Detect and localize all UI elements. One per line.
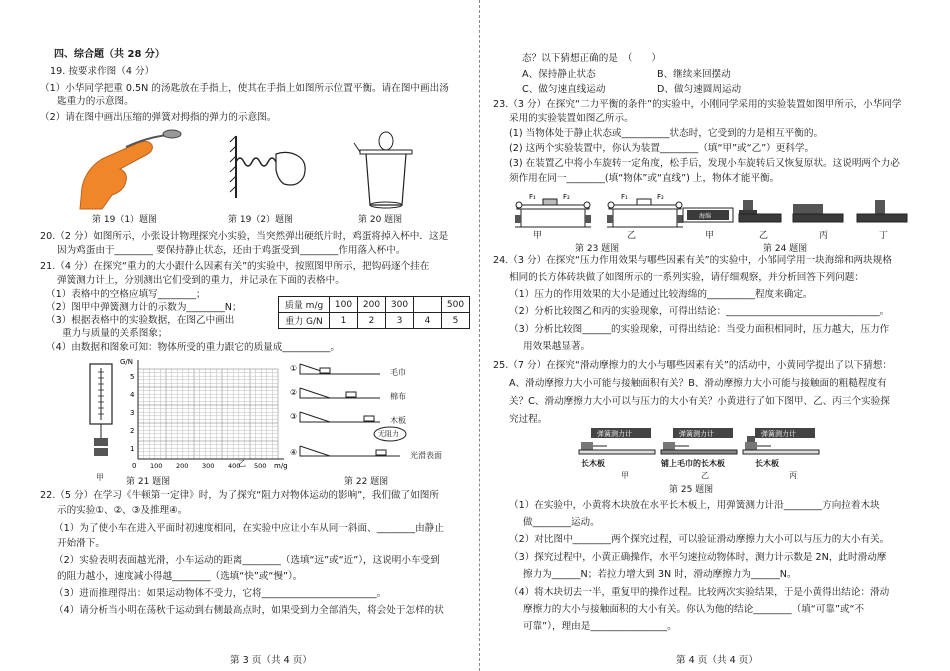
label-yi: 乙 xyxy=(701,471,709,480)
table-cell: 200 xyxy=(358,297,386,313)
x-tick: 100 xyxy=(150,462,163,470)
card xyxy=(360,150,412,154)
svg-text:③: ③ xyxy=(290,412,298,421)
y-tick: 3 xyxy=(130,409,135,417)
page-4 xyxy=(493,0,920,671)
table-cell: 1 xyxy=(330,313,358,329)
label-jia: 甲 xyxy=(533,231,543,241)
q21-line: （1）表格中的空格应填写________； xyxy=(46,289,206,300)
svg-text:F₁: F₁ xyxy=(529,193,536,201)
page-3 xyxy=(40,0,475,671)
svg-text:海绵: 海绵 xyxy=(699,213,712,220)
hand-spoon-figure xyxy=(68,129,188,211)
q25-line: 可靠”），理由是________________。 xyxy=(523,621,677,632)
ramp-3 xyxy=(290,412,380,422)
x-tick: 300 xyxy=(202,462,215,470)
svg-text:②: ② xyxy=(290,388,298,397)
option-d: D、做匀速圆周运动 xyxy=(657,84,742,95)
label-ding: 丁 xyxy=(879,231,889,241)
ramp-2 xyxy=(290,388,380,398)
apparatus-jia xyxy=(515,193,591,227)
label-jia: 甲 xyxy=(705,231,715,241)
q22-line: 开始滑下。 xyxy=(57,538,105,549)
label-jia: 甲 xyxy=(96,473,104,482)
svg-text:F₁: F₁ xyxy=(621,193,628,201)
q23-line: (1) 当物体处于静止状态或__________状态时，它受到的力是相互平衡的。 xyxy=(509,128,824,139)
q21-line: （4）由数据和图象可知：物体所受的重力跟它的质量成__________。 xyxy=(46,342,340,353)
y-axis-label: G/N xyxy=(120,358,134,366)
q23-line: (2) 这两个实验装置中，你认为装置________（填“甲”或“乙”）更科学。 xyxy=(509,143,815,154)
fig-caption: 第 24 题图 xyxy=(763,244,808,254)
q21-line: （2）图甲中弹簧测力计的示数为________N； xyxy=(46,302,242,313)
svg-text:④: ④ xyxy=(290,448,298,457)
q25-line: 擦力为______N；若拉力增大到 3N 时，滑动摩擦力为______N。 xyxy=(523,569,797,580)
label-jia: 甲 xyxy=(621,471,629,480)
sponge-yi xyxy=(739,200,781,222)
q22-line: 示的实验①、②、③及推理④。 xyxy=(57,505,188,516)
q21-line: 弹簧测力计上，分别测出它们受到的重力，并记录在下面的表格中。 xyxy=(57,275,345,286)
origin-label: 0 xyxy=(132,462,137,470)
board-label: 铺上毛巾的长木板 xyxy=(661,459,725,468)
q25-line: （4）将木块切去一半，重复甲的操作过程。比较两次实验结果，于是小黄得出结论：滑动 xyxy=(509,587,890,598)
fig-caption: 第 20 题图 xyxy=(358,215,403,225)
svg-text:弹簧测力计: 弹簧测力计 xyxy=(761,430,796,438)
q22-line: （1）为了使小车在进入平面时初速度相同，在实验中应让小车从同一斜面、________由静止 xyxy=(54,523,444,534)
q19-line: （1）小华同学把重 0.5N 的汤匙放在手指上，使其在手指上如图所示位置平衡。请在图中画出汤 xyxy=(40,83,449,94)
q25-line: A、滑动摩擦力大小可能与接触面积有关？B、滑动摩擦力大小可能与接触面的粗糙程度有 xyxy=(509,378,887,389)
q19-line: 匙重力的示意图。 xyxy=(57,96,134,107)
x-tick: 500 xyxy=(254,462,267,470)
q23-line: 采用的实验装置如图乙所示。 xyxy=(509,113,634,124)
apparatus-yi xyxy=(607,193,683,227)
label-bing: 丙 xyxy=(789,471,797,480)
fig-caption: 第 25 题图 xyxy=(669,485,714,495)
option-c: C、做匀速直线运动 xyxy=(522,84,606,95)
ramp-1 xyxy=(290,364,380,374)
q23-line: (3) 在装置乙中将小车旋转一定角度，松手后，发现小车旋转后又恢复原状。这说明两个力必 xyxy=(509,158,900,169)
q22-line: 22.（5 分）在学习《牛顿第一定律》时，为了探究“阻力对物体运动的影响”，我们做了如图所 xyxy=(40,490,439,501)
egg-icon xyxy=(379,132,393,150)
q25-line: 25.（7 分）在探究“滑动摩擦力的大小与哪些因素有关”的活动中，小黄同学提出了以下猜想： xyxy=(493,360,892,371)
q24-line: 用效果越显著。 xyxy=(523,341,591,352)
table-header: 质量 m/g xyxy=(279,297,330,313)
surface-label: 光滑表面 xyxy=(410,451,442,460)
fig-caption: 第 21 题图 xyxy=(126,477,171,487)
fig-caption: 第 19（2）题图 xyxy=(228,215,294,225)
q25-line: （1）在实验中，小黄将木块放在水平长木板上，用弹簧测力计沿________方向拉着木块 xyxy=(509,500,880,511)
thumb-icon xyxy=(276,152,305,185)
q22-line: （2）实验表明表面越光滑，小车运动的距离________（选填“远”或“近”），这说明小车受到 xyxy=(54,555,440,566)
q21-line: 21.（4 分）在探究“重力的大小跟什么因素有关”的实验中，按照图甲所示，把钩码逐个挂在 xyxy=(40,261,430,272)
q22-line: 的阻力越小，速度减小得越________（选填“快”或“慢”）。 xyxy=(57,571,303,582)
table-cell: 3 xyxy=(386,313,414,329)
q22-line: （3）进而推理得出：如果运动物体不受力，它将________________________。 xyxy=(54,588,387,599)
sponge-figure xyxy=(681,200,919,230)
q24-line: 相同的长方体砖块做了如图所示的一系列实验，请仔细观察，并分析回答下列问题： xyxy=(509,272,864,283)
q21-line: 重力与质量的关系图象； xyxy=(62,328,168,339)
q25-line: 摩擦力的大小与接触面积的大小有关。你认为他的结论________（填“可靠”或“不 xyxy=(523,604,865,615)
y-tick: 4 xyxy=(130,391,135,399)
board-label: 长木板 xyxy=(755,459,779,468)
sponge-bing xyxy=(793,204,843,222)
q24-line: 24.（3 分）在探究“压力作用效果与哪些因素有关”的实验中，小邹同学用一块海绵和两块规格 xyxy=(493,255,892,266)
x-tick: 400 xyxy=(228,462,241,470)
svg-text:弹簧测力计: 弹簧测力计 xyxy=(597,430,632,438)
table-header: 重力 G/N xyxy=(279,313,330,329)
q24-line: （3）分析比较图______的实验现象，可得出结论：当受力面积相同时，压力越大，压力作 xyxy=(509,324,890,335)
q20-line: 20.（2 分）如图所示，小张设计物理探究小实验，当突然弹出硬纸片时，鸡蛋将掉入杯中．这是 xyxy=(40,231,449,242)
friction-yi xyxy=(661,428,737,454)
q22-cont-line: 态？以下猜想正确的是 （ ） xyxy=(522,53,662,64)
cup-icon xyxy=(366,154,406,205)
table-cell: 2 xyxy=(358,313,386,329)
surface-label: 棉布 xyxy=(390,392,406,401)
gravity-table xyxy=(278,296,470,329)
label-yi: 乙 xyxy=(759,231,769,241)
label-yi: 乙 xyxy=(238,459,246,468)
spring-icon xyxy=(236,158,276,166)
table-cell: 4 xyxy=(414,313,442,329)
fig-caption: 第 22 题图 xyxy=(344,477,389,487)
sponge-jia xyxy=(683,208,733,222)
table-cell: 100 xyxy=(330,297,358,313)
q25-line: 关？C、滑动摩擦力大小可以与压力的大小有关？小黄进行了如下图甲、乙、丙三个实验探 xyxy=(509,396,890,407)
label-bing: 丙 xyxy=(819,231,829,241)
table-cell: 300 xyxy=(386,297,414,313)
surface-label: 毛巾 xyxy=(390,368,406,377)
svg-text:F₂: F₂ xyxy=(563,193,570,201)
q25-line: 究过程。 xyxy=(509,414,548,425)
option-b: B、继续来回摆动 xyxy=(657,69,731,80)
fig-caption: 第 19（1）题图 xyxy=(92,215,158,225)
table-cell: 500 xyxy=(442,297,470,313)
svg-text:①: ① xyxy=(290,364,298,373)
table-cell: 5 xyxy=(442,313,470,329)
egg-cup-figure xyxy=(352,131,422,209)
spoon-bowl xyxy=(163,130,181,138)
q24-line: （2）分析比较图乙和丙的实验现象，可得出结论：________________________________。 xyxy=(509,306,890,317)
svg-text:F₂: F₂ xyxy=(657,193,664,201)
friction-jia xyxy=(579,428,655,454)
section-title: 四、综合题（共 28 分） xyxy=(54,49,165,60)
fig-caption: 第 23 题图 xyxy=(575,244,620,254)
q22-line: （4）请分析当小明在荡秋千运动到右侧最高点时，如果受到力全部消失，将会处于怎样的状 xyxy=(54,605,444,616)
graph-grid xyxy=(138,369,278,459)
sponge-ding xyxy=(857,200,907,222)
spring-figure xyxy=(228,132,314,202)
y-tick: 2 xyxy=(130,427,135,435)
surface-label: 木板 xyxy=(390,416,406,425)
q23-line: 须作用在同一________(填“物体”或“直线”) 上，物体才能平衡。 xyxy=(509,173,780,184)
q21-line: （3）根据表格中的实验数据，在图乙中画出 xyxy=(46,315,235,326)
q25-line: 做________运动。 xyxy=(523,517,600,528)
q25-line: （3）探究过程中，小黄正确操作，水平匀速拉动物体时，测力计示数是 2N，此时滑动摩 xyxy=(509,552,887,563)
y-tick: 1 xyxy=(130,445,135,453)
q19-line: 19. 按要求作图（4 分） xyxy=(50,66,155,77)
page-divider xyxy=(479,0,480,671)
friction-bing xyxy=(743,428,819,454)
q19-line: （2）请在图中画出压缩的弹簧对拇指的弹力的示意图。 xyxy=(40,112,277,123)
x-tick: 200 xyxy=(176,462,189,470)
spring-scale-figure xyxy=(84,360,120,470)
label-yi: 乙 xyxy=(627,231,637,241)
page-footer: 第 4 页（共 4 页） xyxy=(676,655,758,666)
table-cell-blank xyxy=(414,297,442,313)
bubble-text: 无阻力 xyxy=(378,430,399,438)
y-tick: 5 xyxy=(130,373,135,381)
q24-line: （1）压力的作用效果的大小是通过比较海绵的__________程度来确定。 xyxy=(509,289,813,300)
x-axis-label: m/g xyxy=(274,462,288,470)
gravity-graph xyxy=(116,356,294,472)
svg-text:弹簧测力计: 弹簧测力计 xyxy=(679,430,714,438)
option-a: A、保持静止状态 xyxy=(522,69,596,80)
board-label: 长木板 xyxy=(581,459,605,468)
q25-line: （2）对比图中________两个探究过程，可以验证滑动摩擦力大小可以与压力的大小有关。 xyxy=(509,534,890,545)
q20-line: 因为鸡蛋由于________ 要保持静止状态，还由于鸡蛋受到________作用落入杯中。 xyxy=(57,245,406,256)
page-footer: 第 3 页（共 4 页） xyxy=(230,655,312,666)
q23-line: 23.（3 分）在探究“二力平衡的条件”的实验中，小刚同学采用的实验装置如图甲所示，小华同学 xyxy=(493,99,902,110)
hand-icon xyxy=(80,141,152,209)
